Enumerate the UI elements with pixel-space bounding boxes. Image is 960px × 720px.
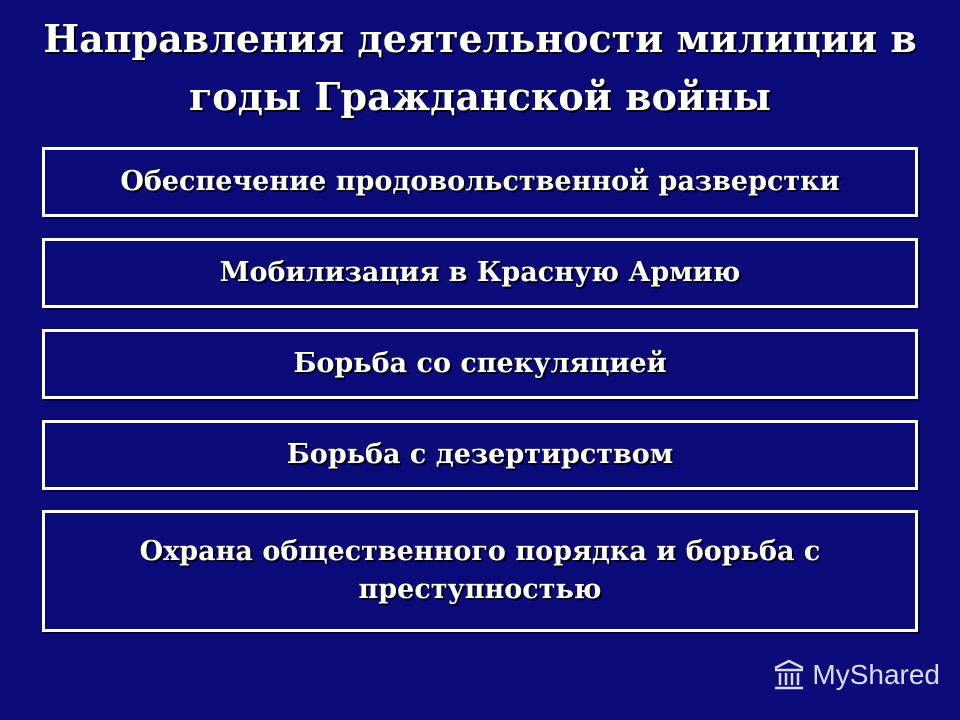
slide-title: Направления деятельности милиции в годы Гражданской войны xyxy=(43,16,917,119)
watermark-logo xyxy=(772,658,940,692)
activity-box-speculation xyxy=(42,329,918,399)
activity-label: Обеспечение продовольственной разверстки xyxy=(120,166,840,197)
building-icon xyxy=(772,658,806,692)
activity-box-desertion xyxy=(42,420,918,490)
activity-box-food-requisition xyxy=(42,147,918,217)
activity-label: Мобилизация в Красную Армию xyxy=(219,257,741,288)
activity-box-public-order xyxy=(42,510,918,632)
activity-label: Борьба со спекуляцией xyxy=(293,348,667,379)
activity-box-mobilization xyxy=(42,238,918,308)
watermark-text: MyShared xyxy=(812,659,940,690)
activity-label: Охрана общественного порядка и борьба с преступностью xyxy=(139,536,821,605)
activity-label: Борьба с дезертирством xyxy=(286,439,674,470)
